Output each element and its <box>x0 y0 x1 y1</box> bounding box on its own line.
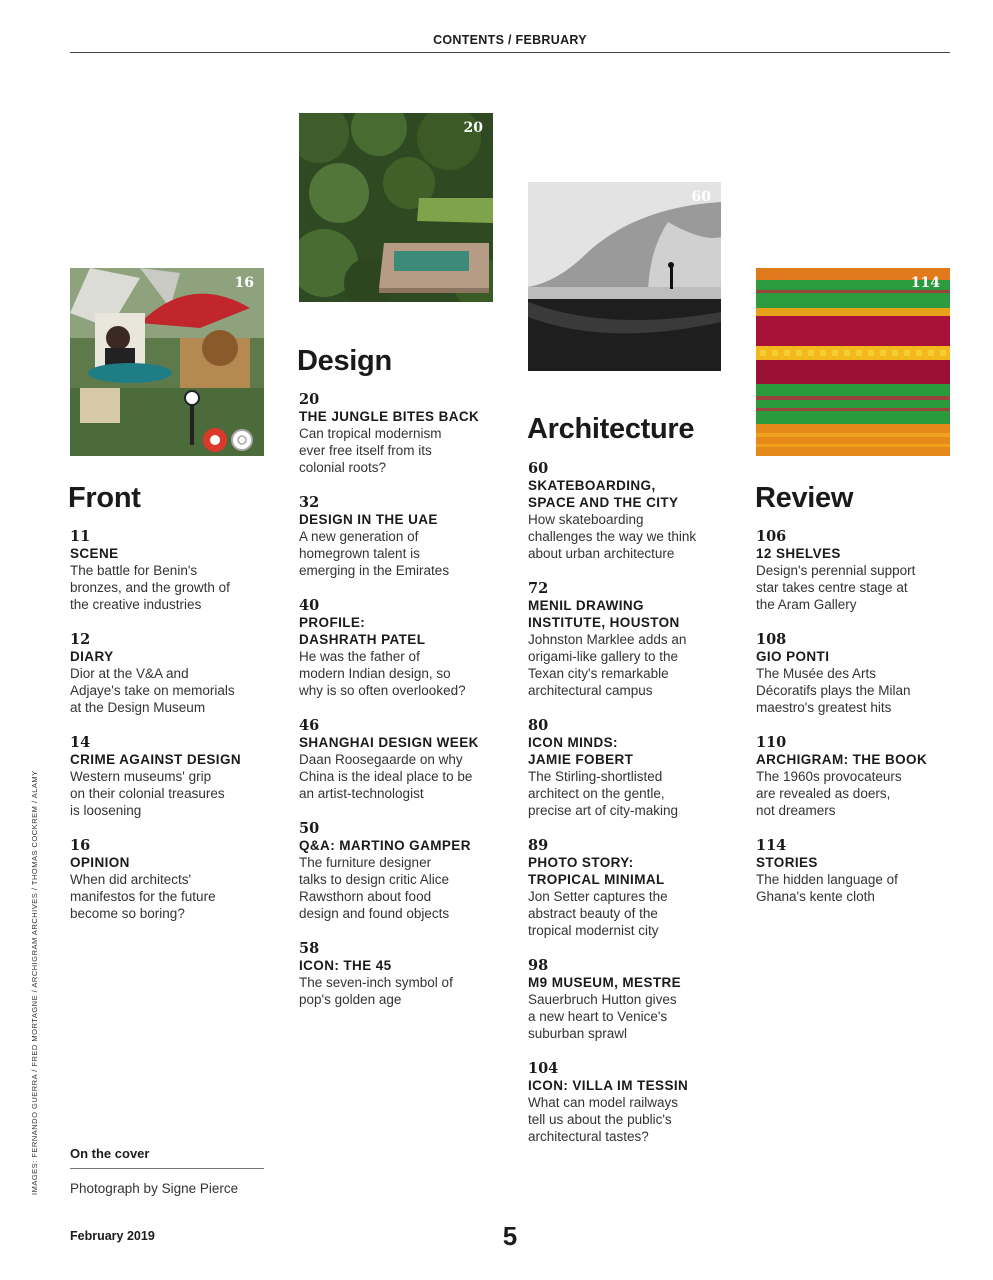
entry-page-number: 110 <box>756 734 787 751</box>
entry-desc-line: emerging in the Emirates <box>299 563 450 578</box>
toc-entry[interactable] <box>299 717 499 802</box>
jungle-house-image <box>299 113 493 302</box>
entry-desc-line: abstract beauty of the <box>528 906 658 921</box>
entry-desc-line: The battle for Benin's <box>70 563 198 578</box>
entry-desc-line: tropical modernist city <box>528 923 659 938</box>
entry-desc-line: Can tropical modernism <box>299 426 442 441</box>
entry-page-number: 12 <box>70 631 91 648</box>
entry-desc-line: architectural campus <box>528 683 653 698</box>
entry-desc-line: a new heart to Venice's <box>528 1009 668 1024</box>
entry-desc-line: about urban architecture <box>528 546 675 561</box>
entry-title: SCENE <box>70 546 119 561</box>
entry-desc-line: suburban sprawl <box>528 1026 628 1041</box>
entry-desc-line: is loosening <box>70 803 142 818</box>
entry-title: GIO PONTI <box>756 649 830 664</box>
entry-desc-line: Rawsthorn about food <box>299 889 432 904</box>
toc-entry[interactable] <box>756 734 956 819</box>
entry-desc-line: maestro's greatest hits <box>756 700 892 715</box>
toc-entry[interactable] <box>528 1060 728 1145</box>
cover-rule <box>70 1168 264 1169</box>
entry-title: ICON: THE 45 <box>299 958 392 973</box>
entry-title: ICON MINDS: <box>528 735 618 750</box>
entry-desc-line: tell us about the public's <box>528 1112 672 1127</box>
entry-desc-line: The 1960s provocateurs <box>756 769 902 784</box>
entry-desc-line: A new generation of <box>299 529 419 544</box>
entry-desc-line: design and found objects <box>299 906 450 921</box>
toc-entry[interactable] <box>70 734 270 819</box>
entry-title: MENIL DRAWING <box>528 598 644 613</box>
entry-desc-line: How skateboarding <box>528 512 644 527</box>
section-title-review: Review <box>755 482 854 514</box>
entry-desc-line: Sauerbruch Hutton gives <box>528 992 677 1007</box>
entry-title: PHOTO STORY: <box>528 855 634 870</box>
entry-desc-line: The seven-inch symbol of <box>299 975 453 990</box>
entry-page-number: 16 <box>70 837 91 854</box>
toc-entry[interactable] <box>299 494 499 579</box>
entry-title: STORIES <box>756 855 818 870</box>
entry-desc-line: become so boring? <box>70 906 185 921</box>
entry-desc-line: at the Design Museum <box>70 700 206 715</box>
entry-title: SKATEBOARDING, <box>528 478 656 493</box>
entry-desc-line: Design's perennial support <box>756 563 916 578</box>
toc-entry[interactable] <box>528 460 728 562</box>
entry-desc-line: Décoratifs plays the Milan <box>756 683 911 698</box>
entry-title: DIARY <box>70 649 114 664</box>
entry-desc-line: He was the father of <box>299 649 420 664</box>
design-thumbnail[interactable] <box>299 113 493 302</box>
entry-page-number: 20 <box>299 391 320 408</box>
section-title-architecture: Architecture <box>527 413 695 445</box>
entry-desc-line: The furniture designer <box>299 855 432 870</box>
entry-title: JAMIE FOBERT <box>528 752 634 767</box>
entry-page-number: 106 <box>756 528 787 545</box>
header-rule <box>70 52 950 53</box>
review-thumbnail[interactable] <box>756 268 950 456</box>
entry-title: OPINION <box>70 855 130 870</box>
entry-desc-line: architectural tastes? <box>528 1129 649 1144</box>
entry-page-number: 108 <box>756 631 787 648</box>
entry-title: CRIME AGAINST DESIGN <box>70 752 242 767</box>
entry-desc-line: on their colonial treasures <box>70 786 225 801</box>
entry-desc-line: why is so often overlooked? <box>299 683 466 698</box>
entry-title: ICON: VILLA IM TESSIN <box>528 1078 689 1093</box>
toc-entry[interactable] <box>528 580 728 699</box>
entry-title: DASHRATH PATEL <box>299 632 426 647</box>
entry-desc-line: architect on the gentle, <box>528 786 665 801</box>
entry-title: 12 SHELVES <box>756 546 841 561</box>
entry-desc-line: Jon Setter captures the <box>528 889 668 904</box>
entry-page-number: 60 <box>528 460 549 477</box>
entry-desc-line: The Stirling-shortlisted <box>528 769 663 784</box>
entry-desc-line: Ghana's kente cloth <box>756 889 875 904</box>
cover-label: On the cover <box>70 1146 150 1161</box>
kente-cloth-image <box>756 268 950 456</box>
entry-desc-line: origami-like gallery to the <box>528 649 679 664</box>
entry-page-number: 46 <box>299 717 320 734</box>
entry-page-number: 14 <box>70 734 91 751</box>
entry-page-number: 104 <box>528 1060 559 1077</box>
entry-page-number: 98 <box>528 957 549 974</box>
entry-page-number: 40 <box>299 597 320 614</box>
toc-entry[interactable] <box>528 957 728 1042</box>
toc-entry[interactable] <box>756 528 956 613</box>
entry-title: DESIGN IN THE UAE <box>299 512 438 527</box>
entry-desc-line: The hidden language of <box>756 872 898 887</box>
entry-desc-line: Texan city's remarkable <box>528 666 669 681</box>
entry-desc-line: precise art of city-making <box>528 803 679 818</box>
entry-desc-line: What can model railways <box>528 1095 679 1110</box>
entry-title: M9 MUSEUM, MESTRE <box>528 975 682 990</box>
entry-title: ARCHIGRAM: THE BOOK <box>756 752 928 767</box>
entry-desc-line: the Aram Gallery <box>756 597 857 612</box>
entry-desc-line: manifestos for the future <box>70 889 216 904</box>
entry-page-number: 58 <box>299 940 320 957</box>
toc-entry[interactable] <box>299 820 499 922</box>
front-thumbnail[interactable] <box>70 268 264 456</box>
entry-page-number: 50 <box>299 820 320 837</box>
toc-entry[interactable] <box>528 717 728 819</box>
entry-desc-line: The Musée des Arts <box>756 666 877 681</box>
entry-desc-line: bronzes, and the growth of <box>70 580 230 595</box>
footer-date: February 2019 <box>70 1229 155 1243</box>
skate-architecture-image <box>528 182 721 371</box>
entry-title: INSTITUTE, HOUSTON <box>528 615 680 630</box>
entry-desc-line: China is the ideal place to be <box>299 769 473 784</box>
page-header: CONTENTS / FEBRUARY <box>433 33 587 47</box>
entry-title: SHANGHAI DESIGN WEEK <box>299 735 479 750</box>
entry-title: Q&A: MARTINO GAMPER <box>299 838 471 853</box>
collage-image <box>70 268 264 456</box>
section-title-front: Front <box>68 482 141 514</box>
entry-title: PROFILE: <box>299 615 366 630</box>
entry-desc-line: Western museums' grip <box>70 769 212 784</box>
entry-desc-line: the creative industries <box>70 597 202 612</box>
image-page-number: 114 <box>910 275 940 291</box>
toc-entry[interactable] <box>70 631 270 716</box>
entry-title: THE JUNGLE BITES BACK <box>299 409 480 424</box>
entry-desc-line: talks to design critic Alice <box>299 872 450 887</box>
entry-page-number: 80 <box>528 717 549 734</box>
entry-desc-line: Johnston Marklee adds an <box>528 632 687 647</box>
entry-desc-line: star takes centre stage at <box>756 580 908 595</box>
entry-desc-line: colonial roots? <box>299 460 387 475</box>
entry-desc-line: are revealed as doers, <box>756 786 891 801</box>
toc-entry[interactable] <box>756 837 956 905</box>
entry-page-number: 89 <box>528 837 549 854</box>
entry-page-number: 32 <box>299 494 320 511</box>
entry-desc-line: Dior at the V&A and <box>70 666 189 681</box>
image-credits: IMAGES: FERNANDO GUERRA / FRED MORTAGNE / ARCHIGRAM ARCHIVES / THOMAS COCKREM / ALAMY <box>30 770 39 1195</box>
toc-entry[interactable] <box>70 837 270 922</box>
entry-desc-line: challenges the way we think <box>528 529 697 544</box>
entry-page-number: 114 <box>756 837 787 854</box>
page-number: 5 <box>502 1221 518 1251</box>
entry-desc-line: modern Indian design, so <box>299 666 451 681</box>
entry-desc-line: pop's golden age <box>299 992 402 1007</box>
image-page-number: 16 <box>234 275 254 291</box>
image-page-number: 60 <box>691 189 711 205</box>
entry-desc-line: ever free itself from its <box>299 443 432 458</box>
entry-title: SPACE AND THE CITY <box>528 495 679 510</box>
toc-entry[interactable] <box>528 837 728 939</box>
toc-entry[interactable] <box>756 631 956 716</box>
toc-entry[interactable] <box>299 597 499 699</box>
cover-credit: Photograph by Signe Pierce <box>70 1181 239 1196</box>
toc-entry[interactable] <box>299 940 499 1008</box>
entry-page-number: 11 <box>70 528 91 545</box>
entry-desc-line: When did architects' <box>70 872 192 887</box>
entry-page-number: 72 <box>528 580 549 597</box>
section-title-design: Design <box>297 345 392 377</box>
entry-desc-line: Daan Roosegaarde on why <box>299 752 463 767</box>
entry-title: TROPICAL MINIMAL <box>528 872 665 887</box>
toc-entry[interactable] <box>299 391 499 476</box>
image-page-number: 20 <box>463 120 483 136</box>
entry-desc-line: Adjaye's take on memorials <box>70 683 235 698</box>
architecture-thumbnail[interactable] <box>528 182 721 371</box>
toc-entry[interactable] <box>70 528 270 613</box>
entry-desc-line: an artist-technologist <box>299 786 424 801</box>
entry-desc-line: homegrown talent is <box>299 546 420 561</box>
entry-desc-line: not dreamers <box>756 803 836 818</box>
